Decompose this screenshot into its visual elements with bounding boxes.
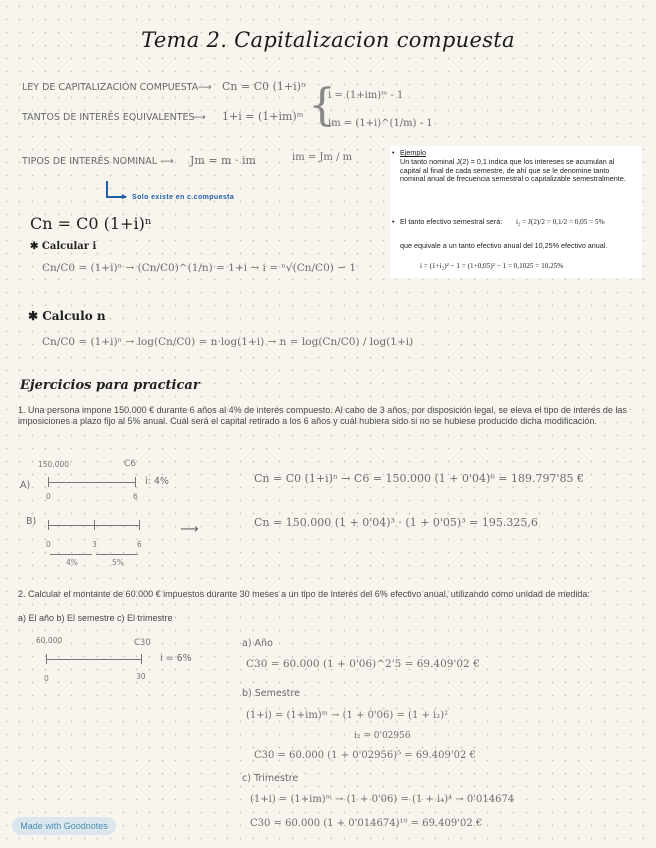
example-heading: Ejemplo: [400, 148, 426, 157]
exercise-2-options: a) El año b) El semestre c) El trimestre: [18, 613, 173, 623]
exercise-2-text: 2. Calcular el montante de 60.000 € impuestos durante 30 meses a un tipo de interés del 6% efectivo anual, utilizando como unidad de medida:: [18, 589, 590, 599]
e2-t30: 30: [136, 672, 146, 681]
e1-b-span: [96, 554, 138, 555]
calc-n-formula: Cn/C0 = (1+i)ⁿ → log(Cn/C0) = n·log(1+i) → n = log(Cn/C0) / log(1+i): [42, 336, 414, 348]
e1-b-tick: [48, 520, 49, 530]
example-box: [390, 146, 642, 278]
e2-c-formula-2: C30 = 60.000 (1 + 0'014674)¹⁰ = 69.409'02 €: [250, 818, 483, 829]
e2-b-formula-3: C30 = 60.000 (1 + 0'02956)⁵ = 69.409'02 €: [254, 750, 476, 761]
e1-a-t0: 0: [46, 492, 51, 501]
e2-b-label: b) Semestre: [242, 688, 300, 699]
e1-b-formula: Cn = 150.000 (1 + 0'04)³ · (1 + 0'05)³ = 195.325,6: [254, 516, 538, 529]
bullet-icon: •: [392, 217, 395, 226]
e1-a-label: A): [20, 480, 31, 491]
e1-b-span: [50, 554, 92, 555]
e2-c-formula-1: (1+i) = (1+im)ᵐ → (1 + 0'06) = (1 + i₄)⁴ → 0'014674: [250, 794, 515, 805]
tantos-case-1: i = (1+im)ᵐ - 1: [328, 90, 404, 101]
e2-a-label: a) Año: [242, 638, 273, 649]
e1-a-t6: 6: [133, 492, 138, 501]
arrow-icon: ⟶: [180, 522, 199, 537]
e2-c0: 60.000: [36, 636, 63, 645]
example-p3-formula: i = (1+i₂)² − 1 = (1+0,05)² − 1 = 0,1025 = 10,25%: [420, 262, 564, 270]
goodnotes-badge: Made with Goodnotes: [12, 817, 116, 835]
e1-a-c0: 150.000: [38, 460, 70, 469]
e2-tick: [141, 654, 142, 664]
solo-note: Solo existe en c.compuesta: [132, 194, 235, 201]
arrow-icon: ▸: [122, 191, 127, 201]
e2-c-label: c) Trimestre: [242, 773, 299, 784]
ley-label: LEY DE CAPITALIZACIÓN COMPUESTA: [22, 82, 199, 93]
e1-a-formula: Cn = C0 (1+i)ⁿ → C6 = 150.000 (1 + 0'04)⁶ = 189.797'85 €: [254, 472, 584, 485]
e1-a-tick: [135, 477, 136, 487]
e1-a-tick: [48, 477, 49, 487]
exercises-heading: Ejercicios para practicar: [20, 378, 200, 393]
e1-a-rate: i: 4%: [145, 476, 169, 487]
calc-n-label: ✱ Calculo n: [28, 309, 106, 323]
e2-b-formula-1: (1+i) = (1+im)ᵐ → (1 + 0'06) = (1 + i₂)²: [246, 710, 449, 721]
e2-t0: 0: [44, 674, 49, 683]
example-p3: que equivale a un tanto efectivo anual del 10,25% efectivo anual.: [400, 241, 608, 250]
exercise-1-text: 1. Una persona impone 150.000 € durante 6 años al 4% de interés compuesto. Al cabo de 3 años, por disposición legal, se eleva el tipo de interés de las imposiciones a plazo fijo al 5% anual. Cuál será el capital retirado a los 6 años y cuál hubiera sido si no se hubiese producido dicha modificación.: [18, 405, 627, 426]
calc-i-formula: Cn/C0 = (1+i)ⁿ → (Cn/C0)^(1/n) = 1+i → i = ⁿ√(Cn/C0) − 1: [42, 262, 357, 274]
e2-rate: i = 6%: [160, 653, 192, 664]
tantos-label: TANTOS DE INTERÉS EQUIVALENTES: [22, 112, 195, 123]
nominal-label: TIPOS DE INTERÉS NOMINAL: [22, 156, 158, 167]
arrow-icon: ⟶: [160, 156, 174, 167]
bullet-icon: •: [392, 148, 395, 157]
e1-b-tick: [139, 520, 140, 530]
page-title: Tema 2. Capitalizacion compuesta: [141, 28, 515, 52]
e1-b-label: B): [26, 516, 37, 527]
e1-b-t3: 3: [92, 540, 97, 549]
e2-c30: C30: [134, 638, 151, 648]
nominal-formula: Jm = m · im: [190, 154, 256, 167]
tantos-case-2: im = (1+i)^(1/m) - 1: [328, 118, 433, 129]
e1-a-timeline: [48, 482, 136, 483]
calc-i-label: ✱ Calcular i: [30, 241, 97, 252]
e1-b-tick: [94, 520, 95, 530]
e2-b-formula-2: i₂ = 0'02956: [354, 731, 411, 741]
e1-b-t0: 0: [46, 540, 51, 549]
nominal-im-formula: im = Jm / m: [292, 152, 353, 163]
e1-b-r2: 5%: [112, 558, 124, 567]
e1-a-c6: C6: [124, 459, 137, 469]
arrow-icon: ⟶: [192, 112, 206, 123]
e2-a-formula: C30 = 60.000 (1 + 0'06)^2'5 = 69.409'02 €: [246, 658, 480, 670]
tantos-formula: 1+i = (1+im)ᵐ: [222, 110, 304, 123]
example-p1: Un tanto nominal J(2) = 0,1 indica que los intereses se acumulan al capital al final de cada semestre, de ahí que se le denomine tanto nominal anual de frecuencia semestral o capitalizable semestralmente.: [400, 157, 626, 184]
example-p2-formula: i₂ = J(2)/2 = 0,1/2 = 0,05 = 5%: [516, 218, 605, 226]
arrow-icon: ⟶: [198, 82, 212, 93]
e1-b-r1: 4%: [66, 558, 78, 567]
e2-timeline: [46, 659, 142, 660]
example-p2: El tanto efectivo semestral será:: [400, 217, 503, 226]
main-formula: Cn = C0 (1+i)ⁿ: [30, 214, 152, 233]
e1-b-t6: 6: [137, 540, 142, 549]
e2-tick: [46, 654, 47, 664]
brace-icon: {: [308, 80, 336, 131]
ley-formula: Cn = C0 (1+i)ⁿ: [222, 80, 306, 93]
